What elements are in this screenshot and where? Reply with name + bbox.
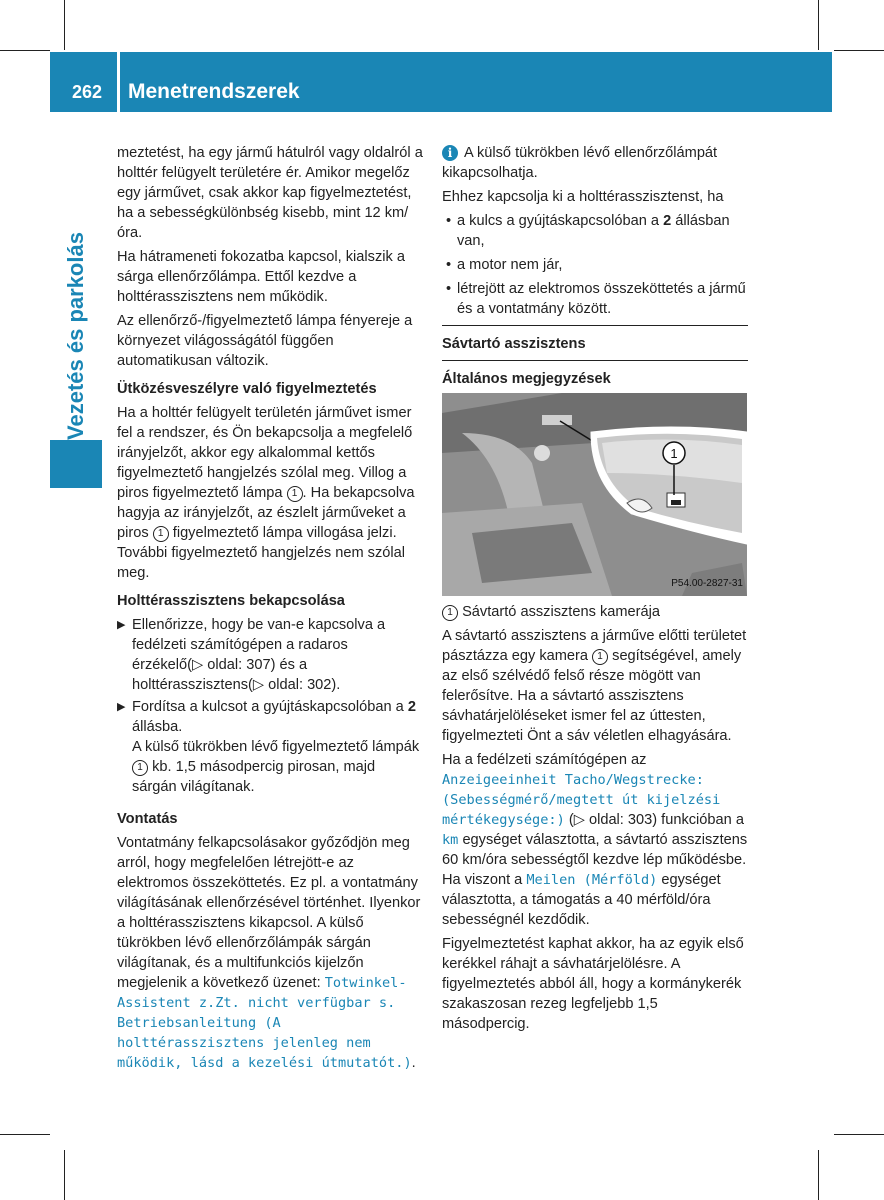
step-arrow-icon: ▶ xyxy=(117,701,126,713)
paragraph: A sávtartó asszisztens a járműve előtti területet pásztázza egy kamera 1 segítségével, amely az első szélvédő felső része mögött van felerősítve. Ha a sávtartó asszisztens sávhatárjelöléseket ismer fel az úttesten, figyelmezteti Önt a sáv véletlen elhagyására. xyxy=(442,628,747,744)
step-item: ▶ Ellenőrizze, hogy be van-e kapcsolva a fedélzeti számítógépen a radaros érzékelő(▷ oldal: 307) és a holttérasszisztens(▷ oldal: 302). xyxy=(117,617,386,693)
subheading: Ütközésveszélyre való figyelmeztetés xyxy=(117,381,377,397)
step-arrow-icon: ▶ xyxy=(117,619,126,631)
subheading: Holttérasszisztens bekapcsolása xyxy=(117,593,345,609)
callout-1-icon: 1 xyxy=(153,526,169,542)
bullet-icon: • xyxy=(446,257,452,273)
callout-1-icon: 1 xyxy=(132,760,148,776)
paragraph: Ha hátrameneti fokozatba kapcsol, kialszik a sárga ellenőrzőlámpa. Ettől kezdve a holttérasszisztens nem működik. xyxy=(117,249,405,305)
list-item: • létrejött az elektromos összeköttetés a jármű és a vontatmány között. xyxy=(446,281,746,317)
unit-reference: Meilen (Mérföld) xyxy=(526,872,658,888)
header-divider xyxy=(117,52,120,112)
callout-1-icon: 1 xyxy=(592,649,608,665)
side-tab-label: Vezetés és parkolás xyxy=(63,232,88,440)
figure-code: P54.00-2827-31 xyxy=(671,578,743,589)
callout-1-icon: 1 xyxy=(287,486,303,502)
paragraph: Ha a holttér felügyelt területén járművet ismer fel a rendszer, és Ön bekapcsolja a megfelelő irányjelzőt, akkor egy alkalommal kettős figyelmeztető hangjelzés szólal meg. Villog a piros figyelmeztető lámpa 1 . Ha bekapcsolva hagyja az irányjelzőt, az észlelt járműveket a piros 1 figyelmeztető lámpa villogása jelzi. További figyelmeztető hangjelzés nem szólal meg. xyxy=(117,405,415,581)
page-number: 262 xyxy=(72,82,103,102)
bullet-icon: • xyxy=(446,213,452,229)
crop-mark xyxy=(834,50,884,51)
display-message: Totwinkel-Assistent z.Zt. nicht verfügbar s. Betriebsanleitung (A holttérasszisztens jelenleg nem működik, lásd a kezelési útmutatót.) xyxy=(117,975,412,1071)
figure-caption: 1 Sávtartó asszisztens kamerája xyxy=(442,602,748,622)
info-icon: i xyxy=(442,145,458,161)
step-item: ▶ Fordítsa a kulcsot a gyújtáskapcsolóban a 2 állásba. A külső tükrökben lévő figyelmeztető lámpák 1 kb. 1,5 másodpercig pirosan, majd sárgán világítanak. xyxy=(117,699,420,795)
side-tab-block xyxy=(50,440,102,488)
car-interior-illustration xyxy=(442,393,747,596)
paragraph: Vontatmány felkapcsolásakor győződjön meg arról, hogy megfelelően létrejött-e az elektromos összeköttetés. Ez pl. a vontatmány világításának ellenőrzésével történhet. Ilyenkor a holttérasszisztens kikapcsol. A külső tükrökben lévő ellenőrzőlámpák sárgán világítanak, és a multifunkciós kijelzőn megjelenik a következő üzenet: Totwinkel-Assistent z.Zt. nicht verfügbar s. Betriebsanleitung (A holttérasszisztens jelenleg nem működik, lásd a kezelési útmutatót.). xyxy=(117,835,421,1071)
subheading: Vontatás xyxy=(117,811,178,827)
unit-reference: km xyxy=(442,832,459,848)
paragraph: Ehhez kapcsolja ki a holttérasszisztenst, ha xyxy=(442,189,724,205)
crop-mark xyxy=(834,1134,884,1135)
crop-mark xyxy=(64,0,65,50)
crop-mark xyxy=(64,1150,65,1200)
info-note: i A külső tükrökben lévő ellenőrzőlámpát kikapcsolhatja. xyxy=(442,145,718,181)
left-column xyxy=(117,143,423,1077)
crop-mark xyxy=(818,1150,819,1200)
menu-item-reference: Anzeigeeinheit Tacho/Wegstrecke: (Sebességmérő/megtett út kijelzési mértékegysége:) xyxy=(442,772,721,828)
paragraph: Figyelmeztetést kaphat akkor, ha az egyik első kerékkel ráhajt a sávhatárjelölésre. A figyelmeztetés abból áll, hogy a kormánykerék szakaszosan rezeg legfeljebb 1,5 másodpercig. xyxy=(442,936,744,1032)
bullet-icon: • xyxy=(446,281,452,297)
list-item: • a motor nem jár, xyxy=(446,257,563,273)
right-column xyxy=(442,143,748,1038)
camera-figure xyxy=(442,393,747,596)
list-item: • a kulcs a gyújtáskapcsolóban a 2 állásban van, xyxy=(446,213,730,249)
crop-mark xyxy=(0,50,50,51)
paragraph: meztetést, ha egy jármű hátulról vagy oldalról a holttér felügyelt területére ér. Amikor megelőz egy járművet, csak akkor kap figyelmeztetést, ha a sebességkülönbség kisebb, mint 12 km/óra. xyxy=(117,145,423,241)
callout-1-icon: 1 xyxy=(442,605,458,621)
section-title: Menetrendszerek xyxy=(128,80,300,103)
figure-callout-label: 1 xyxy=(670,446,678,461)
subheading: Sávtartó asszisztens xyxy=(442,336,586,352)
paragraph: Az ellenőrző-/figyelmeztető lámpa fényereje a környezet világosságától függően automatikusan változik. xyxy=(117,313,413,369)
divider xyxy=(442,325,748,326)
subheading: Általános megjegyzések xyxy=(442,371,611,387)
paragraph: Ha a fedélzeti számítógépen az Anzeigeeinheit Tacho/Wegstrecke: (Sebességmérő/megtett út kijelzési mértékegysége:) (▷ oldal: 303) funkcióban a km egységet választotta, a sávtartó asszisztens 60 km/óra sebességtől kezdve lép működésbe. Ha viszont a Meilen (Mérföld) egységet választotta, a támogatás a 40 mérföld/óra sebességnél kezdődik. xyxy=(442,752,748,928)
crop-mark xyxy=(818,0,819,50)
crop-mark xyxy=(0,1134,50,1135)
divider xyxy=(442,360,748,361)
